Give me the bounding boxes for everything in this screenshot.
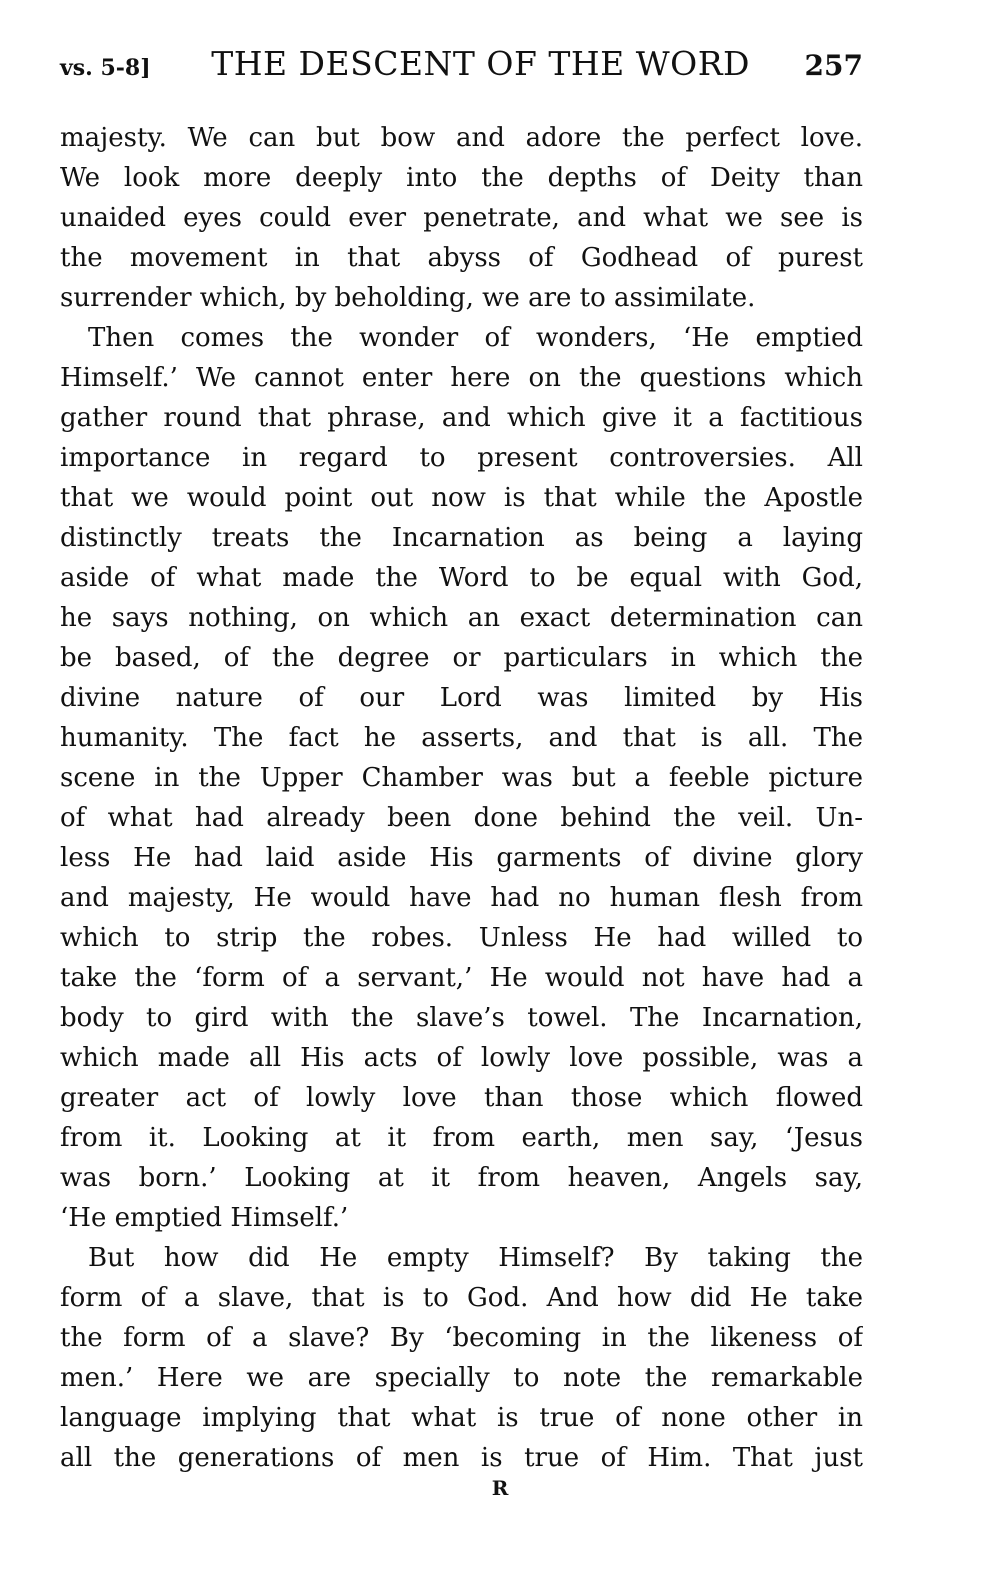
text-line: less He had laid aside His garments of divine glory [60, 843, 863, 873]
verse-reference: vs. 5-8] [60, 55, 151, 81]
text-line: body to gird with the slave’s towel. The Incarnation, [60, 1003, 863, 1033]
text-line: be based, of the degree or particulars in which the [60, 643, 863, 673]
text-line: which to strip the robes. Unless He had willed to [60, 923, 863, 953]
text-line: But how did He empty Himself? By taking the [88, 1243, 863, 1273]
running-head [60, 44, 863, 100]
text-line: greater act of lowly love than those which flowed [60, 1083, 863, 1113]
text-line: he says nothing, on which an exact determination can [60, 603, 863, 633]
text-line: majesty. We can but bow and adore the perfect love. [60, 123, 863, 153]
signature-mark: R [491, 1476, 509, 1500]
text-line: surrender which, by beholding, we are to assimilate. [60, 283, 756, 313]
text-line: ‘He emptied Himself.’ [60, 1203, 349, 1233]
text-line: was born.’ Looking at it from heaven, Angels say, [60, 1163, 863, 1193]
text-line: scene in the Upper Chamber was but a feeble picture [60, 763, 863, 793]
text-line: humanity. The fact he asserts, and that is all. The [60, 723, 863, 753]
text-line: the movement in that abyss of Godhead of purest [60, 243, 863, 273]
paragraph-2 [60, 318, 863, 1238]
text-line: from it. Looking at it from earth, men say, ‘Jesus [60, 1123, 863, 1153]
text-line: language implying that what is true of none other in [60, 1403, 863, 1433]
text-line: men.’ Here we are specially to note the remarkable [60, 1363, 863, 1393]
text-line: divine nature of our Lord was limited by His [60, 683, 863, 713]
text-line: Then comes the wonder of wonders, ‘He emptied [88, 323, 863, 353]
text-line: all the generations of men is true of Him. That just [60, 1443, 863, 1473]
page-title: THE DESCENT OF THE WORD [211, 44, 751, 83]
page-number: 257 [804, 49, 863, 82]
text-line: the form of a slave? By ‘becoming in the likeness of [60, 1323, 863, 1353]
text-line: take the ‘form of a servant,’ He would not have had a [60, 963, 863, 993]
paragraph-1 [60, 118, 863, 318]
text-line: which made all His acts of lowly love possible, was a [60, 1043, 863, 1073]
text-line: that we would point out now is that while the Apostle [60, 483, 863, 513]
text-line: and majesty, He would have had no human flesh from [60, 883, 863, 913]
body-text [60, 118, 863, 1478]
text-line: unaided eyes could ever penetrate, and what we see is [60, 203, 863, 233]
text-line: distinctly treats the Incarnation as being a laying [60, 523, 863, 553]
text-line: gather round that phrase, and which give it a factitious [60, 403, 863, 433]
paragraph-3 [60, 1238, 863, 1478]
text-line: We look more deeply into the depths of Deity than [60, 163, 863, 193]
text-line: of what had already been done behind the veil. Un- [60, 803, 863, 833]
text-line: Himself.’ We cannot enter here on the questions which [60, 363, 863, 393]
text-line: aside of what made the Word to be equal with God, [60, 563, 863, 593]
text-line: form of a slave, that is to God. And how did He take [60, 1283, 863, 1313]
text-line: importance in regard to present controversies. All [60, 443, 863, 473]
